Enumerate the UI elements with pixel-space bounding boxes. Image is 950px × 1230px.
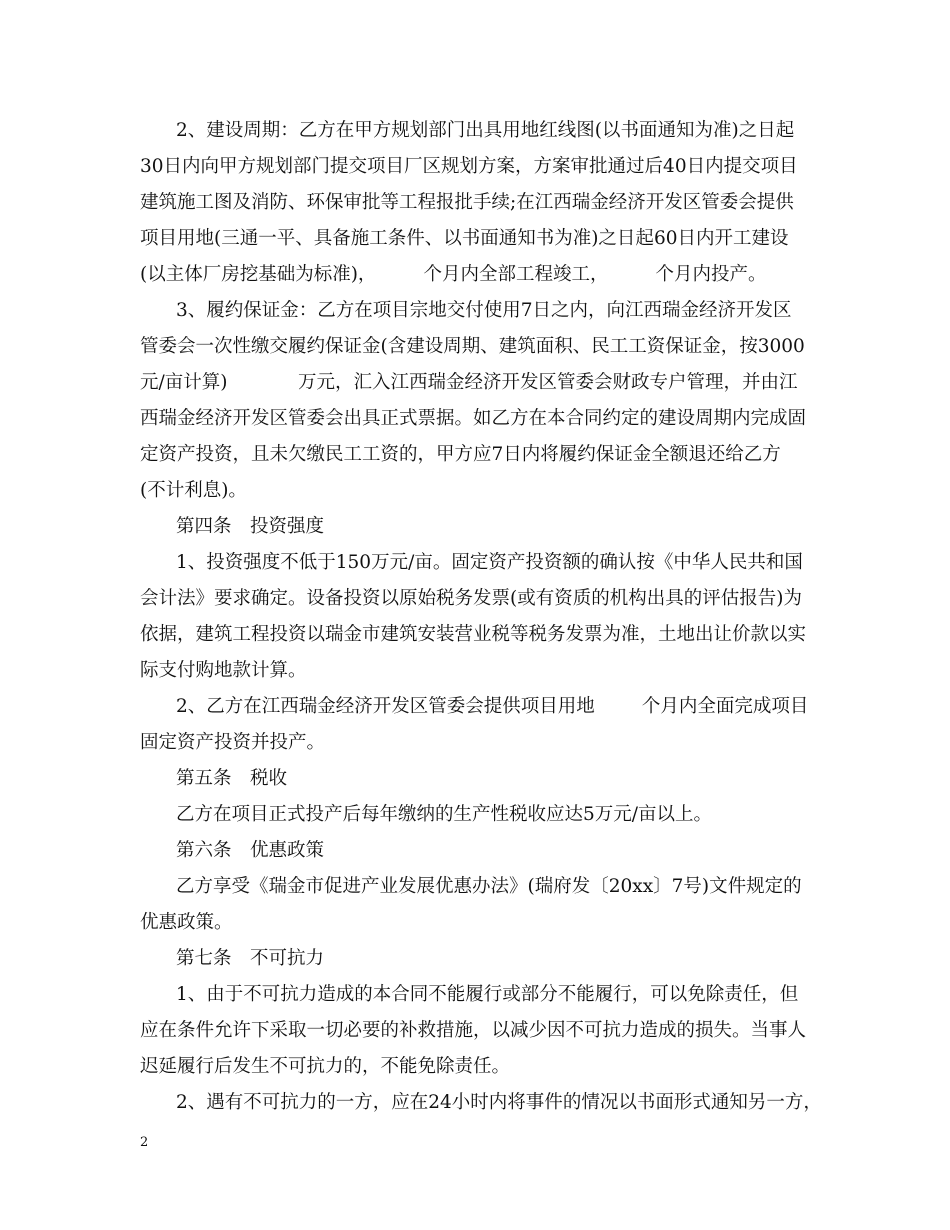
text-line: 2、乙方在江西瑞金经济开发区管委会提供项目用地 个月内全面完成项目: [176, 696, 809, 717]
text-line: 定资产投资，且未欠缴民工工资的，甲方应7日内将履约保证金全额退还给乙方: [140, 444, 781, 465]
text-line: 元/亩计算) 万元，汇入江西瑞金经济开发区管委会财政专户管理，并由江: [140, 372, 798, 393]
section-heading: 第七条 不可抗力: [176, 948, 325, 969]
section-heading: 第四条 投资强度: [176, 516, 325, 537]
text-line: 项目用地(三通一平、具备施工条件、以书面通知书为准)之日起60日内开工建设: [140, 228, 789, 249]
text-line: 2、建设周期：乙方在甲方规划部门出具用地红线图(以书面通知为准)之日起: [176, 120, 795, 141]
text-line: 际支付购地款计算。: [140, 660, 307, 681]
section-heading: 第五条 税收: [176, 768, 288, 789]
text-line: 应在条件允许下采取一切必要的补救措施，以减少因不可抗力造成的损失。当事人: [140, 1020, 807, 1041]
text-line: 1、由于不可抗力造成的本合同不能履行或部分不能履行，可以免除责任，但: [176, 984, 799, 1005]
text-line: 建筑施工图及消防、环保审批等工程报批手续;在江西瑞金经济开发区管委会提供: [140, 192, 794, 213]
text-line: 2、遇有不可抗力的一方，应在24小时内将事件的情况以书面形式通知另一方，: [176, 1092, 822, 1113]
page-number: 2: [140, 1135, 149, 1150]
text-line: 优惠政策。: [140, 912, 233, 933]
text-line: 管委会一次性缴交履约保证金(含建设周期、建筑面积、民工工资保证金，按3000: [140, 336, 805, 357]
text-line: 西瑞金经济开发区管委会出具正式票据。如乙方在本合同约定的建设周期内完成固: [140, 408, 807, 429]
text-line: 乙方享受《瑞金市促进产业发展优惠办法》(瑞府发〔20xx〕7号)文件规定的: [176, 876, 802, 897]
text-line: 依据，建筑工程投资以瑞金市建筑安装营业税等税务发票为准，土地出让价款以实: [140, 624, 807, 645]
text-line: 30日内向甲方规划部门提交项目厂区规划方案，方案审批通过后40日内提交项目: [140, 156, 798, 177]
text-line: 3、履约保证金：乙方在项目宗地交付使用7日之内，向江西瑞金经济开发区: [176, 300, 792, 321]
text-line: 1、投资强度不低于150万元/亩。固定资产投资额的确认按《中华人民共和国: [176, 552, 803, 573]
text-line: 乙方在项目正式投产后每年缴纳的生产性税收应达5万元/亩以上。: [176, 804, 713, 825]
text-line: 固定资产投资并投产。: [140, 732, 326, 753]
text-line: 迟延履行后发生不可抗力的，不能免除责任。: [140, 1056, 511, 1077]
text-line: (不计利息)。: [140, 480, 247, 501]
section-heading: 第六条 优惠政策: [176, 840, 325, 861]
text-line: 会计法》要求确定。设备投资以原始税务发票(或有资质的机构出具的评估报告)为: [140, 588, 802, 609]
text-line: (以主体厂房挖基础为标准)， 个月内全部工程竣工， 个月内投产。: [140, 264, 767, 285]
